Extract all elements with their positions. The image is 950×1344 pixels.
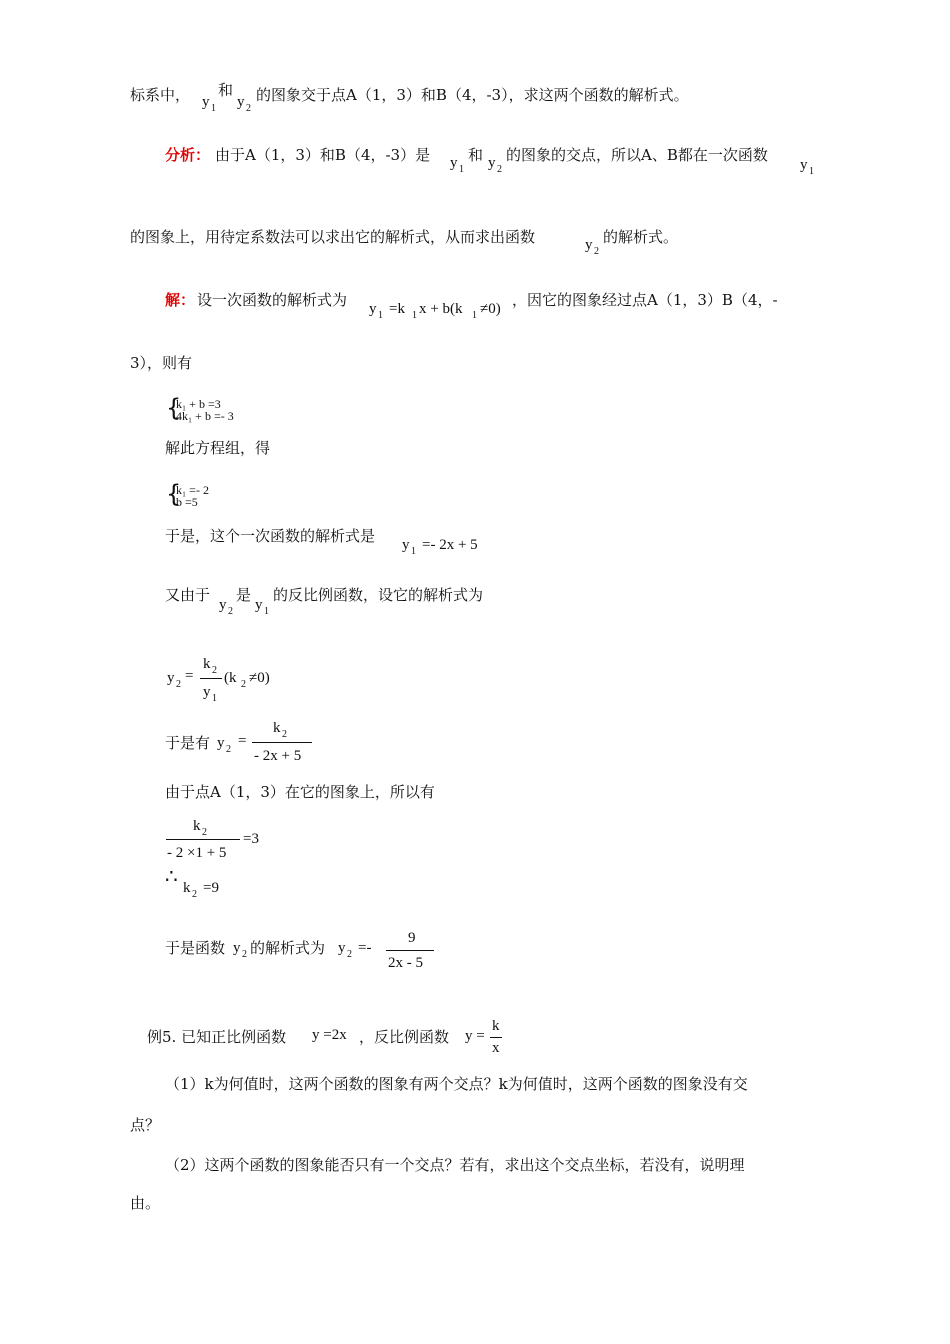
final-y: y [233,940,241,956]
system2-line1: k₁ =- 2 [176,483,209,497]
example5-eq1: y =2x [312,1027,347,1043]
analysis-text-d: 的解析式。 [603,228,679,246]
frac2-sub: 2 [226,744,231,755]
frac1-cond: (k [224,670,237,686]
analysis-he: 和 [468,146,484,164]
eq-sub: 1 [412,310,417,321]
brace-icon: { [166,480,182,508]
frac3-rhs: =3 [243,831,259,847]
therefore-icon: ∴ [165,864,178,888]
inverse-sub: 2 [228,606,233,617]
frac1-sub: 2 [241,679,246,690]
final-text: 于是函数 [165,939,226,957]
frac3-sub: 2 [202,827,207,838]
example5-eq2-lhs: y = [465,1028,485,1044]
math-sub: 1 [211,103,216,114]
frac1-eq: = [185,668,194,684]
frac1-lhs: y [167,670,175,686]
math-y1: y [450,155,458,171]
solution-text-c: 3），则有 [130,354,193,372]
example5-eq2-den: x [492,1040,500,1056]
math-sub: 2 [497,164,502,175]
k2-rhs: =9 [203,880,219,896]
result1-rhs: =- 2x + 5 [422,537,478,553]
math-y2: y [488,155,496,171]
frac2-num: k [273,720,281,736]
math-y2: y [237,94,245,110]
result1-text: 于是，这个一次函数的解析式是 [165,527,376,545]
example5-q2-a: （2）这两个函数的图象能否只有一个交点？若有，求出这个交点坐标，若没有，说明理 [165,1156,745,1174]
frac1-den: y [203,684,211,700]
final-text2: 的解析式为 [250,939,326,957]
k2-sub: 2 [192,889,197,900]
fraction-bar [200,678,222,679]
final-num: 9 [408,930,416,946]
eq-rhs3: ≠0) [480,301,501,317]
frac1-sub: 2 [176,679,181,690]
solve-text: 解此方程组，得 [165,439,271,457]
example5-text-a: 例5. 已知正比例函数 [147,1028,287,1046]
analysis-text-a: 由于A（1，3）和B（4，-3）是 [215,146,431,164]
eq-lhs: y [369,301,377,317]
line1-he: 和 [218,81,234,99]
frac1-sub: 1 [212,693,217,704]
example5-eq2-num: k [492,1018,500,1034]
analysis-text-b: 的图象的交点，所以A、B都在一次函数 [506,146,768,164]
math-y1: y [202,94,210,110]
frac2-eq: = [238,733,247,749]
math-y1: y [800,157,808,173]
example5-q1-a: （1）k为何值时，这两个函数的图象有两个交点？k为何值时，这两个函数的图象没有交 [165,1075,748,1093]
example5-q2-b: 由。 [130,1194,161,1212]
math-sub: 1 [459,164,464,175]
inverse-y1: y [255,597,263,613]
brace-icon: { [166,394,182,422]
frac3-den: - 2 ×1 + 5 [167,845,227,861]
fraction-bar [386,950,434,951]
frac1-cond2: ≠0) [249,670,270,686]
math-sub: 2 [594,246,599,257]
k2-eq: k [183,880,191,896]
fraction-bar [166,839,240,840]
frac2-lhs: y [217,735,225,751]
result1-y: y [402,537,410,553]
frac2-sub: 2 [282,729,287,740]
final-sub: 2 [347,949,352,960]
solution-label: 解： [165,291,196,309]
system2-line2: b =5 [176,495,198,509]
inverse-sub: 1 [264,606,269,617]
analysis-text-c: 的图象上，用待定系数法可以求出它的解析式，从而求出函数 [130,228,536,246]
math-sub: 1 [809,166,814,177]
inverse-shi: 是 [236,586,252,604]
fraction-bar [490,1037,502,1038]
final-den: 2x - 5 [388,955,423,971]
line1-text-b: 的图象交于点A（1，3）和B（4，-3），求这两个函数的解析式。 [256,86,689,104]
frac2-den: - 2x + 5 [254,748,302,764]
eq-sub: 1 [472,310,477,321]
inverse-text-a: 又由于 [165,586,211,604]
final-eq: =- [358,940,372,956]
eq-rhs1: =k [389,301,405,317]
final-lhs: y [338,940,346,956]
math-sub: 2 [246,103,251,114]
frac1-sub: 2 [212,665,217,676]
analysis-label: 分析： [165,146,211,164]
math-y2: y [585,237,593,253]
line1-text-a: 标系中， [130,86,191,104]
eq-rhs2: x + b(k [419,301,463,317]
final-sub: 2 [242,949,247,960]
example5-q1-b: 点？ [130,1116,161,1134]
system1-line1: k₁ + b =3 [176,397,221,411]
point-text: 由于点A（1，3）在它的图象上，所以有 [165,783,435,801]
solution-text-a: 设一次函数的解析式为 [197,291,348,309]
system1-line2: 4k₁ + b =- 3 [176,409,234,423]
fraction-bar [252,742,312,743]
inverse-y2: y [219,597,227,613]
solution-text-b: ，因它的图象经过点A（1，3）B（4，- [512,291,778,309]
eq-sub: 1 [378,310,383,321]
inverse-text-b: 的反比例函数，设它的解析式为 [273,586,484,604]
example5-text-b: ，反比例函数 [359,1028,450,1046]
frac3-num: k [193,818,201,834]
frac1-num: k [203,656,211,672]
then-text: 于是有 [165,734,211,752]
result1-sub: 1 [411,546,416,557]
